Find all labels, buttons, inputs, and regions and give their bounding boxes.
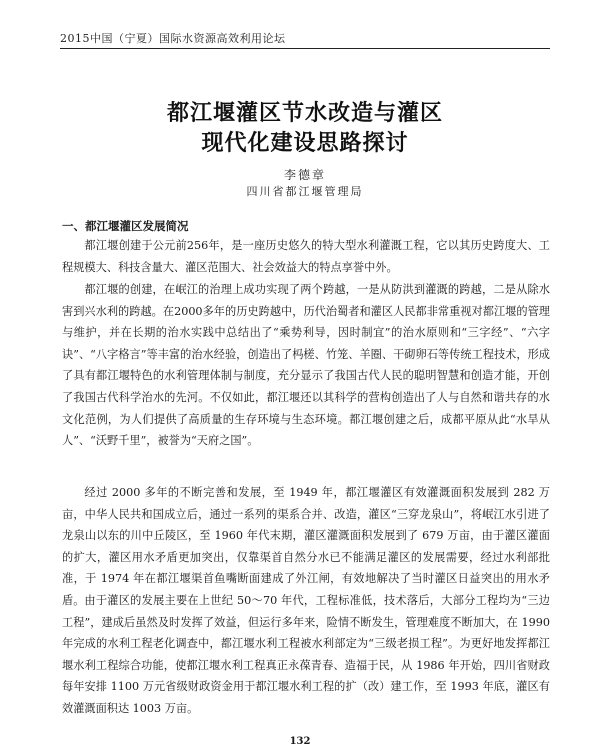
body-paragraph-1: 都江堰创建于公元前256年，是一座历史悠久的特大型水利灌溉工程，它以其历史跨度大、工程规模大、科技含量大、灌区范围大、社会效益大的特点享誉中外。: [62, 239, 550, 274]
article-title-line-2: 现代化建设思路探讨: [201, 131, 409, 156]
page-number: 132: [289, 736, 311, 747]
body-paragraph-2: 都江堰的创建，在岷江的治理上成功实现了两个跨越，一是从防洪到灌溉的跨越，二是从除水害到兴水利的跨越。在2000多年的历史跨越中，历代治蜀者和灌区人民都非常重视对都江堰的管理与维护，并在长期的治水实践中总结出了“乘势利导，因时制宜”的治水原则和“三字经”、“六字诀”、“八字格言”等丰富的治水经验，创造出了杩槎、竹笼、羊圈、干砌卵石等传统工程技术，形成了具有都江堰特色的水利管理体制与制度，充分显示了我国古代人民的聪明智慧和创造才能，开创了我国古代科学治水的先河。不仅如此，都江堰还以其科学的营构创造出了人与自然和谐共存的水文化范例，为人们提供了高质量的生存环境与生态环境。都江堰创建之后，成都平原从此“水旱从人”、“沃野千里”，被誉为“天府之国”。: [62, 283, 550, 448]
header-rule: [60, 48, 550, 49]
body-paragraph-3: 经过 2000 多年的不断完善和发展，至 1949 年，都江堰灌区有效灌溉面积发展到 282 万亩，中华人民共和国成立后，通过一系列的渠系合并、改造，灌区“三穿龙泉山”，将岷江水引进了龙泉山以东的川中丘陵区，至 1960 年代末期，灌区灌溉面积发展到了 679 万亩，由于灌区灌面的扩大，灌区用水矛盾更加突出，仅靠渠首自然分水已不能满足灌区的发展需要，经过水利部批准，于 1974 年在都江堰渠首鱼嘴断面建成了外江闸，有效地解决了当时灌区日益突出的用水矛盾。: [62, 486, 550, 607]
author-affiliation: 四川省都江堰管理局: [246, 185, 364, 198]
running-header: 2015中国（宁夏）国际水资源高效利用论坛: [60, 32, 286, 45]
body-paragraph-4: 由于灌区的发展主要在上世纪 50～70 年代，工程标准低，技术落后，大部分工程均为“三边工程”，建成后虽然及时发挥了效益，但运行多年来，险情不断发生，管理难度不断加大，在 1990 年完成的水利工程老化调查中，都江堰水利工程被水利部定为“三级老损工程”。为更好地发挥都江堰水利工程综合功能，使都江堰水利工程真正永葆青春、造福于民，从 1986 年开始，四川省财政每年安排 1100 万元省级财政资金用于都江堰水利工程的扩（改）建工作，至 1993 年底，灌区有效灌溉面积达 1003 万亩。: [62, 594, 550, 715]
author-name: 李德章: [283, 168, 326, 182]
section-heading: 一、都江堰灌区发展简况: [62, 219, 189, 233]
article-title-line-1: 都江堰灌区节水改造与灌区: [166, 101, 443, 126]
